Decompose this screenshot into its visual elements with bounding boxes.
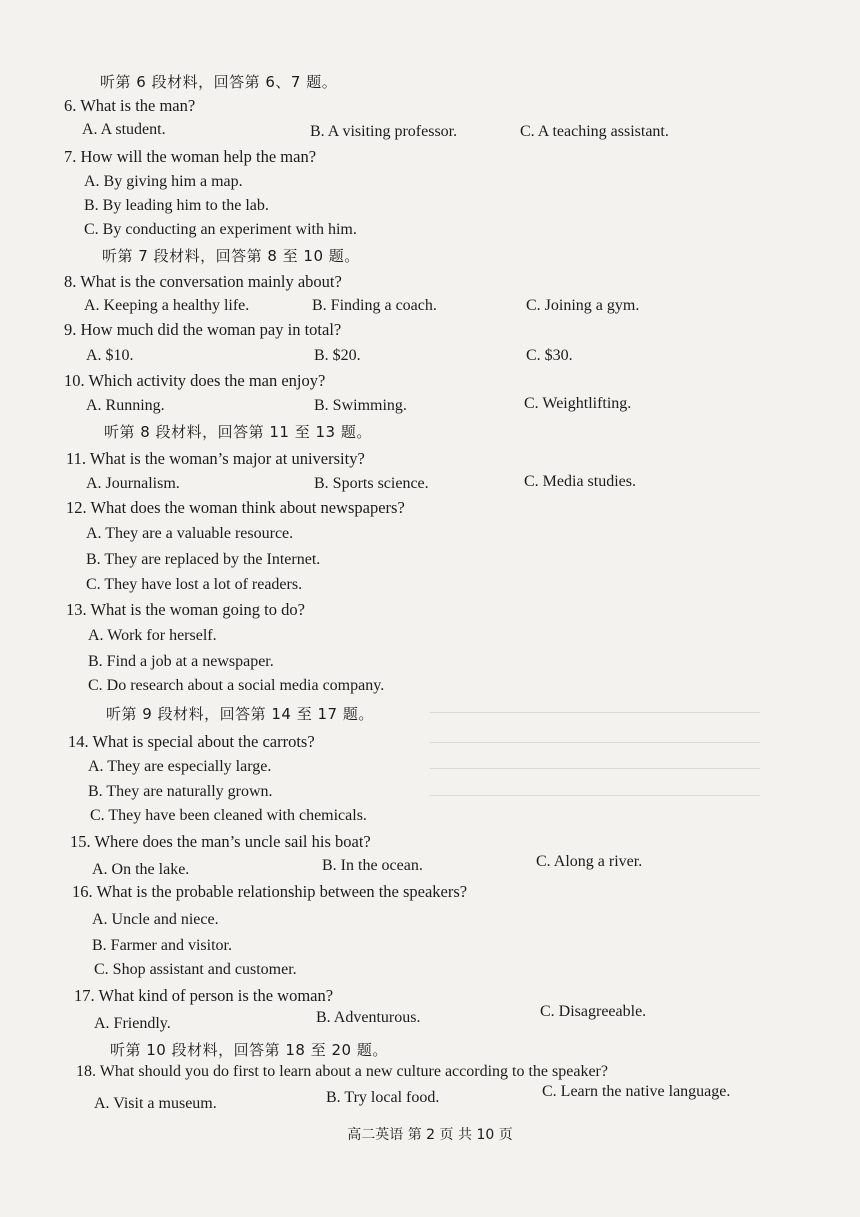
option-a: A. Visit a museum.	[94, 1095, 217, 1112]
section-heading: 听第 9 段材料，回答第 14 至 17 题。	[106, 705, 374, 723]
option-c: C. Media studies.	[524, 473, 636, 490]
option-b: B. Swimming.	[314, 397, 407, 414]
option-c: C. They have lost a lot of readers.	[86, 576, 303, 593]
option-b: B. Sports science.	[314, 475, 429, 492]
option-a: A. On the lake.	[92, 861, 190, 878]
option-b: B. In the ocean.	[322, 857, 423, 874]
bleed-through-rule	[430, 712, 760, 713]
option-a: A. Uncle and niece.	[92, 911, 219, 928]
question-stem: 18. What should you do first to learn about a new culture according to the speaker?	[76, 1063, 608, 1080]
option-c: C. Weightlifting.	[524, 395, 632, 412]
question-stem: 6. What is the man?	[64, 96, 196, 115]
option-a: A. By giving him a map.	[84, 173, 243, 190]
option-a: A. Running.	[86, 397, 165, 414]
option-c: C. Disagreeable.	[540, 1003, 647, 1020]
question-stem: 10. Which activity does the man enjoy?	[64, 371, 326, 390]
section-heading: 听第 7 段材料，回答第 8 至 10 题。	[102, 247, 360, 265]
option-b: B. By leading him to the lab.	[84, 197, 269, 214]
question-stem: 9. How much did the woman pay in total?	[64, 320, 342, 339]
question-stem: 7. How will the woman help the man?	[64, 147, 317, 166]
bleed-through-rule	[430, 742, 760, 743]
option-b: B. Find a job at a newspaper.	[88, 653, 274, 670]
section-heading: 听第 6 段材料，回答第 6、7 题。	[100, 73, 338, 91]
option-b: B. Farmer and visitor.	[92, 937, 232, 954]
question-stem: 14. What is special about the carrots?	[68, 732, 315, 751]
option-c: C. By conducting an experiment with him.	[84, 221, 357, 238]
question-stem: 11. What is the woman’s major at university?	[66, 449, 365, 468]
option-b: B. A visiting professor.	[310, 123, 458, 140]
option-a: A. They are a valuable resource.	[86, 525, 294, 542]
option-a: A. Journalism.	[86, 475, 180, 492]
option-c: C. Shop assistant and customer.	[94, 961, 297, 978]
option-a: A. $10.	[86, 347, 134, 364]
option-c: C. They have been cleaned with chemicals.	[90, 807, 367, 824]
option-b: B. $20.	[314, 347, 361, 364]
option-c: C. Do research about a social media company.	[88, 677, 385, 694]
bleed-through-rule	[430, 768, 760, 769]
question-stem: 13. What is the woman going to do?	[66, 600, 305, 619]
option-a: A. A student.	[82, 121, 166, 138]
option-b: B. They are replaced by the Internet.	[86, 551, 321, 568]
option-c: C. Learn the native language.	[542, 1083, 731, 1100]
option-c: C. A teaching assistant.	[520, 123, 669, 140]
option-a: A. They are especially large.	[88, 758, 272, 775]
option-a: A. Work for herself.	[88, 627, 217, 644]
bleed-through-rule	[430, 795, 760, 796]
option-b: B. Finding a coach.	[312, 297, 437, 314]
question-stem: 15. Where does the man’s uncle sail his boat?	[70, 832, 371, 851]
option-a: A. Friendly.	[94, 1015, 171, 1032]
option-b: B. Adventurous.	[316, 1009, 421, 1026]
section-heading: 听第 8 段材料，回答第 11 至 13 题。	[104, 423, 372, 441]
question-stem: 17. What kind of person is the woman?	[74, 986, 334, 1005]
option-a: A. Keeping a healthy life.	[84, 297, 250, 314]
option-c: C. $30.	[526, 347, 573, 364]
section-heading: 听第 10 段材料，回答第 18 至 20 题。	[110, 1041, 388, 1059]
option-c: C. Along a river.	[536, 853, 643, 870]
page-footer: 高二英语 第 2 页 共 10 页	[347, 1127, 513, 1143]
option-b: B. They are naturally grown.	[88, 783, 273, 800]
question-stem: 8. What is the conversation mainly about?	[64, 272, 342, 291]
question-stem: 16. What is the probable relationship between the speakers?	[72, 882, 468, 901]
option-b: B. Try local food.	[326, 1089, 440, 1106]
option-c: C. Joining a gym.	[526, 297, 640, 314]
question-stem: 12. What does the woman think about newspapers?	[66, 498, 405, 517]
